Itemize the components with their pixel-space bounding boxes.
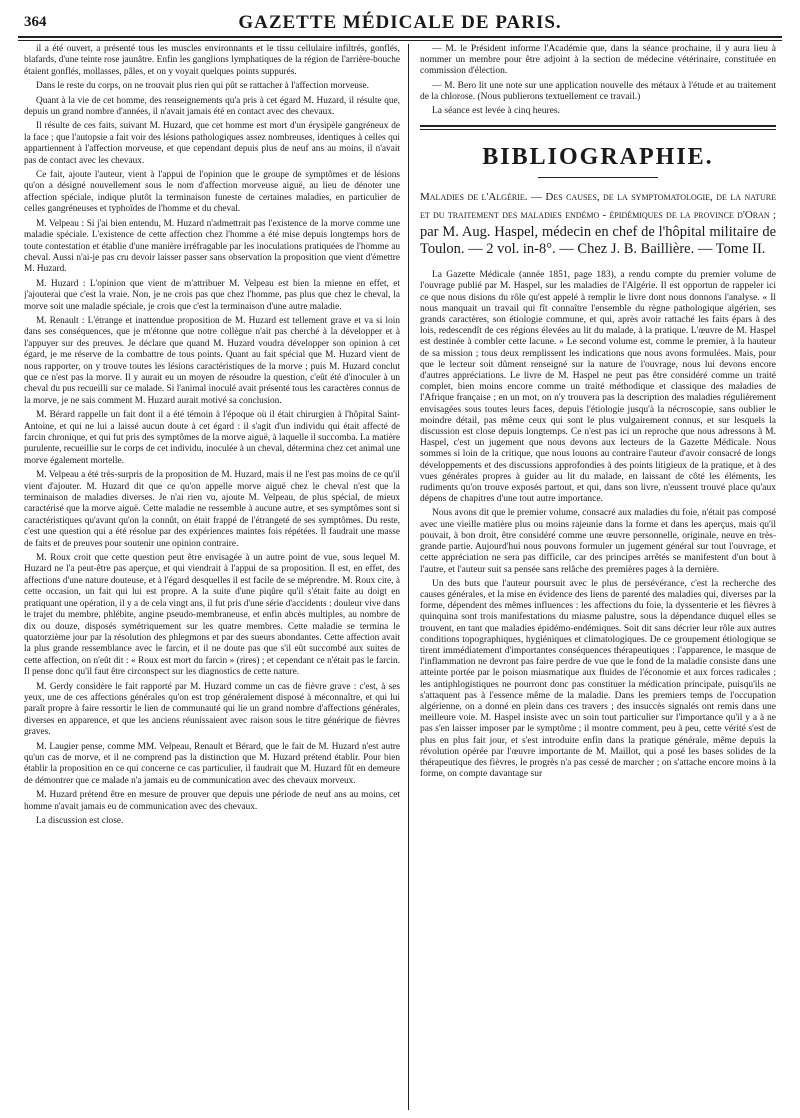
left-paragraph-11: M. Roux croit que cette question peut être envisagée à un autre point de vue, sous lequel M. Huzard ne l'a peut-être pas aperçue, et qui viendrait à l'appui de sa proposition. Il est, en effet, des affections d'une nature douteuse, et à l'égard desquelles il est facile de se méprendre. M. Roux cite, à cette occasion, un fait qui lui est propre. A la suite d'une piqûre qu'il s'était faite au doigt en pratiquant une opération, il y a de cela vingt ans, il fut pris d'une série d'accidents : douleur vive dans le trajet du membre, phlébite, angine pseudo-membraneuse, et enfin abcès multiples, au nombre de dix ou douze, disposés symétriquement sur les quatre membres. Cette maladie se termina le quatorzième jour par la résolution des phlegmons et par des sueurs abondantes. Cette affection avait la plus grande ressemblance avec le farcin, et il ne doute pas que s'il eût succombé aux suites de cette affection, on n'eût dit : « Roux est mort du farcin » (rires) ; et cependant ce n'était pas le farcin. Il pense donc qu'il faut être circonspect sur les diagnostics de cette nature.	[24, 553, 400, 678]
two-column-body	[18, 44, 782, 1110]
right-paragraph-3: La séance est levée à cinq heures.	[432, 106, 560, 117]
header-rule	[18, 40, 782, 41]
bibliography-heading: BIBLIOGRAPHIE.	[482, 144, 714, 171]
column-divider	[408, 44, 409, 1110]
book-title-author: par M. Aug. Haspel, médecin en chef de l'hôpital militaire de Toulon. — 2 vol. in-8°. — Chez J. B. Baillière. — Tome II.	[420, 224, 776, 258]
left-paragraph-6: M. Velpeau : Si j'ai bien entendu, M. Huzard n'admettrait pas l'existence de la morve comme une maladie spéciale. L'existence de cette affection chez l'homme a été mise depuis longtemps hors de toute contestation et établie d'une manière irréfragable par les inoculations pratiquées de l'homme au cheval. Aussi n'ai-je pas cru devoir laisser passer sans observation la proposition que vient d'émettre M. Huzard.	[24, 218, 400, 275]
left-paragraph-8: M. Renault : L'étrange et inattendue proposition de M. Huzard est tellement grave et va si loin dans ses conséquences, que je m'étonne que notre collègue n'ait pas cherché à la développer et à l'appuyer sur des preuves. Je déclare que quand M. Huzard voudra développer son opinion à cet égard, je me réserve de la combattre de tous points. Quant au fait spécial que M. Huzard vient de nous rapporter, on y trouve toutes les lésions caractéristiques de la morve ; puis M. Huzard conclut que ce n'est pas la morve. Il y aurait eu un moyen de résoudre la question, c'eût été d'inoculer à un cheval du pus recueilli sur ce malade. Si l'animal inoculé avait présenté tous les caractères connus de la morve, je ne sais comment M. Huzard aurait motivé sa conclusion.	[24, 315, 400, 406]
left-paragraph-4: Il résulte de ces faits, suivant M. Huzard, que cet homme est mort d'un érysipèle gangréneux de la face ; que l'autopsie a fait voir des lésions pathologiques assez nombreuses, identiques à celles qui appartiennent à l'affection morveuse, et que cependant depuis plus de neuf ans au moins, il n'avait pas de contact avec les chevaux.	[24, 121, 400, 166]
book-title-subject: Maladies de l'Algérie. — Des causes, de la symptomatologie, de la nature et du traitement des maladies endémo - épidémiques de la province d'Oran ;	[420, 191, 776, 222]
left-paragraph-13: M. Laugier pense, comme MM. Velpeau, Renault et Bérard, que le fait de M. Huzard n'est autre qu'un cas de morve, et il ne comprend pas la distinction que M. Huzard prétend établir. Pour bien établir la proposition en ce qui concerne ce cas particulier, il faudrait que M. Huzard fût en demeure de démontrer que ce malade n'a jamais eu de communication avec des chevaux morveux.	[24, 741, 400, 786]
left-paragraph-1: il a été ouvert, a présenté tous les muscles environnants et le tissu cellulaire infiltrés, gonflés, blafards, d'une teinte rose jaunâtre. Enfin les ganglions lymphatiques de la région de l'arrière-bouche étaient gonflés, mollasses, pâles, et on y voyait quelques points suppurés.	[24, 44, 400, 77]
journal-title: GAZETTE MÉDICALE DE PARIS.	[238, 12, 562, 33]
left-paragraph-3: Quant à la vie de cet homme, des renseignements qu'a pris à cet égard M. Huzard, il résulte que, depuis un grand nombre d'années, il n'avait jamais été en contact avec des chevaux.	[24, 95, 400, 118]
right-paragraph-1: — M. le Président informe l'Académie que, dans la séance prochaine, il y aura lieu à nommer un membre pour être adjoint à la section de médecine vétérinaire, constituée en commission d'élection.	[420, 44, 776, 77]
page-header	[18, 10, 782, 38]
review-paragraph-1: La Gazette Médicale (année 1851, page 183), a rendu compte du premier volume de l'ouvrage publié par M. Haspel, sur les maladies de l'Algérie. Il est opportun de rappeler ici ce que nous disions du rôle qu'est appelé à remplir le livre dont nous donnons l'analyse. « Il nous manquait un travail qui fît connaître l'ensemble du règne pathologique algérien, ses grands caractères, son étiologie commune, et qui, après avoir rattaché les faits épars à des lois, redescendît de ces régions élevées au lit du malade, à la pratique. L'œuvre de M. Haspel est destinée à combler cette lacune. » Le second volume est, comme le premier, à la hauteur de sa mission ; tous deux remplissent les indications que nous avons formulées. Mais, pour que le lecteur soit dûment renseigné sur la nature de l'ouvrage, nous lui devons encore d'autres appréciations. Le livre de M. Haspel ne peut pas être considéré comme un traité complet, bien moins encore comme un traité méthodique et classique des maladies de l'Afrique française ; en un mot, on n'y trouvera pas la description des maladies régulièrement envisagées sous toutes leurs faces, depuis l'étiologie jusqu'à la nécroscopie, sans oublier le moindre détail, pas même ceux qui sont le plus vulgairement connus, et sur lesquels la discussion est close depuis longtemps. Ce n'est pas ici un reproche que nous adressons à M. Haspel, c'est un jugement que nous devons aux lecteurs de la Gazette Médicale. Nous sommes si loin de la critique, que nous louons au contraire l'auteur d'avoir consacré de longs développements et des discussions approfondies à des points litigieux de la pratique, et à des vues générales propres à guider au lit du malade, en laissant de côté les éléments, les rudiments qu'on trouve exposés partout, et qui, dans son livre, n'eussent trouvé place qu'aux dépens de chapitres d'une tout autre importance.	[420, 270, 776, 505]
left-paragraph-5: Ce fait, ajoute l'auteur, vient à l'appui de l'opinion que le groupe de symptômes et de lésions qu'on a désigné nouvellement sous le nom d'affection morveuse aiguë, au lieu de dénoter une affection spéciale, indique plutôt la terminaison funeste de certaines maladies, en particulier de celles gangréneuses et typhoïdes de l'homme et du cheval.	[24, 170, 400, 215]
newspaper-page	[18, 10, 782, 1110]
left-paragraph-7: M. Huzard : L'opinion que vient de m'attribuer M. Velpeau est bien la mienne en effet, et j'ajouterai que c'est la vraie. Non, je ne crois pas que chez l'homme, pas plus que chez le cheval, la morve soit une maladie spéciale, je crois que c'est la terminaison d'une autre maladie.	[24, 278, 400, 312]
review-paragraph-2: Nous avons dit que le premier volume, consacré aux maladies du foie, n'était pas composé avec une vieille matière plus ou moins rajeunie dans la forme et dans les aperçus, mais qu'il pouvait, à bon droit, être considéré comme une œuvre personnelle, originale, neuve en très-grande partie. Aujourd'hui nous pouvons formuler un jugement général sur tout l'ouvrage, et cette appréciation ne sera pas difficile, car des principes arrêtés se manifestent d'un bout à l'autre, et l'auteur suit sa pensée sans relâche des premières pages à la dernière.	[420, 508, 776, 575]
left-paragraph-9: M. Bérard rappelle un fait dont il a été témoin à l'époque où il était chirurgien à l'hôpital Saint-Antoine, et qui ne lui a laissé aucun doute à cet égard : il s'agit d'un individu qui était affecté de farcin chronique, et qui fut pris des symptômes de la morve aiguë, à laquelle il succomba. La matière purulente, recueillie sur le corps de cet individu, inoculée à un cheval, détermina chez cet animal une morve également mortelle.	[24, 410, 400, 466]
book-title	[420, 188, 776, 258]
left-column	[24, 44, 400, 1110]
right-column	[420, 44, 776, 1110]
left-paragraph-2: Dans le reste du corps, on ne trouvait plus rien qui pût se rattacher à l'affection morveuse.	[36, 81, 369, 92]
left-paragraph-10: M. Velpeau a été très-surpris de la proposition de M. Huzard, mais il ne l'est pas moins de ce qu'il vient d'ajouter. M. Huzard dit que ce qu'on appelle morve aiguë chez le cheval n'est que la terminaison de maladies diverses. Je n'ai rien vu, ajoute M. Velpeau, de plus spécial, de mieux caractérisé que la morve aiguë. Cette maladie ne ressemble à aucune autre, et ses symptômes sont si caractéristiques qu'avant qu'on la connût, on était frappé de l'étrangeté de ses symptômes. Du reste, c'est une question qui a été résolue par des expériences maintes fois répétées. Il faudrait une masse de faits et de preuves pour soutenir une opinion contraire.	[24, 470, 400, 549]
right-paragraph-2: — M. Bero lit une note sur une application nouvelle des métaux à l'étude et au traitement de la chlorose. (Nous publierons textuellement ce travail.)	[420, 80, 776, 102]
heading-rule	[538, 177, 658, 178]
discussion-closed: La discussion est close.	[36, 816, 124, 826]
section-rule-thick	[420, 125, 776, 127]
section-rule-thin	[420, 129, 776, 130]
page-number: 364	[24, 14, 47, 30]
left-paragraph-12: M. Gerdy considère le fait rapporté par M. Huzard comme un cas de fièvre grave : c'est, à ses yeux, une de ces affections générales qu'on est trop généralement disposé à méconnaître, et qui lui paraît propre à faire ressortir le lien de communauté qui lie un grand nombre d'affections générales, diverses en apparence, et que les anciens réunissaient avec raison sous le titre générique de fièvres graves.	[24, 681, 400, 738]
left-paragraph-14: M. Huzard prétend être en mesure de prouver que depuis une période de neuf ans au moins, cet homme n'avait jamais eu de communication avec des chevaux.	[24, 790, 400, 812]
review-paragraph-3: Un des buts que l'auteur poursuit avec le plus de persévérance, c'est la recherche des causes générales, et la mise en évidence des liens de parenté des maladies qui, diverses par la forme, dépendent des mêmes influences : les affections du foie, la dyssenterie et les fièvres à quinquina sont trois manifestations du miasme palustre, sous la dépendance duquel elles se trouvent, en tant que maladies épidémo-endémiques. Soit dit sans décrier leur rôle aux autres conditions topographiques, hygiéniques et climatologiques. De ce groupement étiologique se tirent immédiatement d'importantes conséquences thérapeutiques : l'apparence, le masque de l'inflammation ne devront pas faire perdre de vue que le fond de la maladie consiste dans une atteinte portée par le poison miasmatique aux fluides de l'économie et aux forces radicales ; les antiphlogistiques ne pourront donc pas constituer la médication principale, puisqu'ils ne s'attaquent pas à l'essence même de la maladie. Dans les premiers temps de l'occupation algérienne, on a donné en plein dans ces travers ; des insuccès signalés ont remis dans une meilleure voie. M. Haspel insiste avec un soin tout particulier sur l'importance qu'il y a à ne pas s'en laisser imposer par le symptôme ; il montre comment, peu à peu, cette vérité s'est de plus en plus fait jour, et s'est introduite enfin dans la pratique générale, même depuis la révolution opérée par l'œuvre importante de M. Maillot, qui a posé les bases solides de la thérapeutique des fièvres, le progrès n'a pas cessé de marcher ; on s'attache encore moins à la forme, on compte davantage sur	[420, 578, 776, 780]
